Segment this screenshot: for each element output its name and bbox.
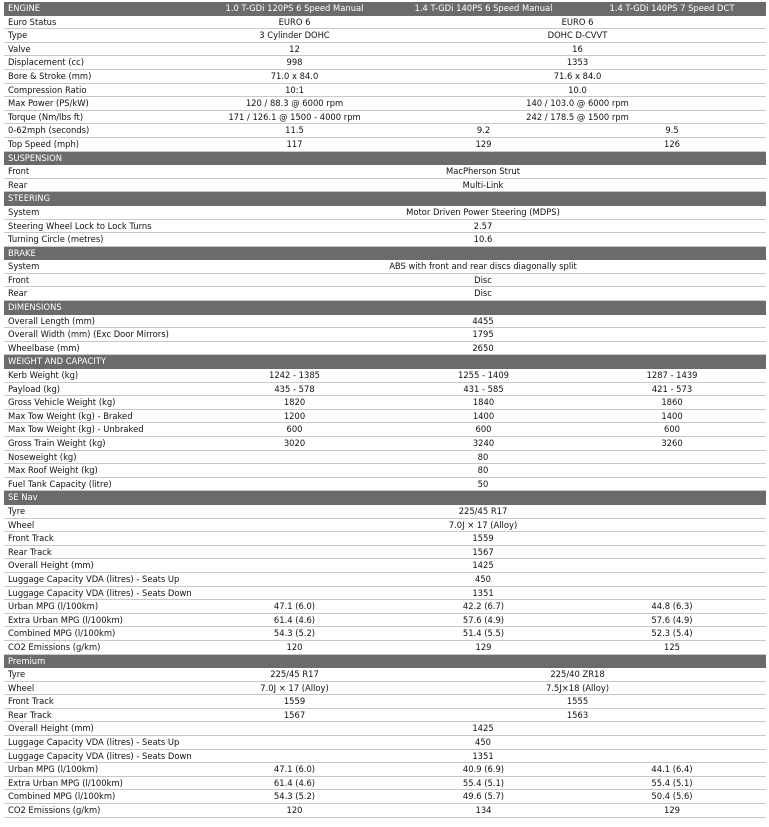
spec-row [4, 97, 766, 111]
spec-value: 129 [578, 804, 766, 818]
spec-label: 0-62mph (seconds) [4, 124, 200, 138]
spec-value: 171 / 126.1 @ 1500 - 4000 rpm [200, 110, 389, 124]
spec-label: Displacement (cc) [4, 56, 200, 70]
section-header-row [4, 654, 766, 668]
spec-value: 125 [578, 640, 766, 654]
spec-table [4, 2, 766, 818]
spec-row [4, 396, 766, 410]
spec-value: 80 [200, 450, 766, 464]
spec-label: Wheelbase (mm) [4, 341, 200, 355]
spec-value: 450 [200, 736, 766, 750]
spec-row [4, 124, 766, 138]
spec-label: Rear Track [4, 708, 200, 722]
spec-value: 1255 - 1409 [389, 369, 578, 383]
column-header: 1.4 T-GDi 140PS 6 Speed Manual [389, 2, 578, 15]
spec-row [4, 722, 766, 736]
spec-value: 7.0J × 17 (Alloy) [200, 518, 766, 532]
column-header [200, 246, 766, 260]
spec-label: Type [4, 29, 200, 43]
spec-value: 49.6 (5.7) [389, 790, 578, 804]
spec-row [4, 273, 766, 287]
spec-value: 3 Cylinder DOHC [200, 29, 389, 43]
section-header-row [4, 355, 766, 369]
spec-label: Steering Wheel Lock to Lock Turns [4, 219, 200, 233]
spec-label: Payload (kg) [4, 382, 200, 396]
spec-value: 600 [578, 423, 766, 437]
section-title: SE Nav [4, 491, 200, 505]
spec-value: 1425 [200, 559, 766, 573]
spec-value: ABS with front and rear discs diagonally split [200, 260, 766, 274]
spec-value: 1563 [389, 708, 766, 722]
spec-value: 1860 [578, 396, 766, 410]
column-header [200, 355, 766, 369]
spec-row [4, 804, 766, 818]
spec-label: Noseweight (kg) [4, 450, 200, 464]
spec-row [4, 572, 766, 586]
spec-value: 50.4 (5.6) [578, 790, 766, 804]
spec-row [4, 165, 766, 179]
spec-row [4, 640, 766, 654]
spec-value: 1567 [200, 545, 766, 559]
spec-row [4, 559, 766, 573]
spec-row [4, 341, 766, 355]
spec-value: 1400 [389, 409, 578, 423]
spec-label: Max Roof Weight (kg) [4, 464, 200, 478]
spec-row [4, 776, 766, 790]
spec-value: 1559 [200, 695, 389, 709]
spec-row [4, 233, 766, 247]
spec-value: 1840 [389, 396, 578, 410]
spec-row [4, 260, 766, 274]
spec-label: Extra Urban MPG (l/100km) [4, 613, 200, 627]
spec-value: 1425 [200, 722, 766, 736]
spec-value: 80 [200, 464, 766, 478]
spec-value: 40.9 (6.9) [389, 763, 578, 777]
spec-value: 2650 [200, 341, 766, 355]
spec-label: Luggage Capacity VDA (litres) - Seats Down [4, 586, 200, 600]
spec-value: 50 [200, 477, 766, 491]
spec-label: Max Tow Weight (kg) - Unbraked [4, 423, 200, 437]
spec-row [4, 586, 766, 600]
spec-label: Fuel Tank Capacity (litre) [4, 477, 200, 491]
spec-row [4, 314, 766, 328]
spec-row [4, 545, 766, 559]
spec-value: 57.6 (4.9) [389, 613, 578, 627]
spec-value: 140 / 103.0 @ 6000 rpm [389, 97, 766, 111]
spec-label: Turning Circle (metres) [4, 233, 200, 247]
spec-label: Compression Ratio [4, 83, 200, 97]
spec-label: Front [4, 165, 200, 179]
spec-value: 120 [200, 804, 389, 818]
spec-value: 421 - 573 [578, 382, 766, 396]
spec-value: 44.1 (6.4) [578, 763, 766, 777]
spec-value: 120 / 88.3 @ 6000 rpm [200, 97, 389, 111]
spec-label: Overall Height (mm) [4, 722, 200, 736]
spec-value: 998 [200, 56, 389, 70]
spec-value: 120 [200, 640, 389, 654]
section-header-row [4, 491, 766, 505]
spec-row [4, 477, 766, 491]
spec-label: Max Power (PS/kW) [4, 97, 200, 111]
spec-label: CO2 Emissions (g/km) [4, 804, 200, 818]
section-header-row [4, 192, 766, 206]
spec-value: 10:1 [200, 83, 389, 97]
spec-row [4, 56, 766, 70]
spec-value: 9.5 [578, 124, 766, 138]
spec-table-body [4, 2, 766, 817]
spec-row [4, 790, 766, 804]
spec-value: 1795 [200, 328, 766, 342]
spec-label: System [4, 260, 200, 274]
spec-label: Kerb Weight (kg) [4, 369, 200, 383]
spec-value: 1242 - 1385 [200, 369, 389, 383]
spec-value: 12 [200, 42, 389, 56]
spec-row [4, 437, 766, 451]
spec-label: Wheel [4, 518, 200, 532]
spec-value: 600 [200, 423, 389, 437]
section-header-row [4, 301, 766, 315]
spec-value: 1353 [389, 56, 766, 70]
spec-label: Gross Vehicle Weight (kg) [4, 396, 200, 410]
spec-value: 52.3 (5.4) [578, 627, 766, 641]
spec-value: 435 - 578 [200, 382, 389, 396]
spec-row [4, 695, 766, 709]
spec-value: Multi-Link [200, 178, 766, 192]
spec-label: Valve [4, 42, 200, 56]
spec-value: 71.0 x 84.0 [200, 69, 389, 83]
spec-label: Combined MPG (l/100km) [4, 627, 200, 641]
spec-value: 44.8 (6.3) [578, 600, 766, 614]
spec-row [4, 736, 766, 750]
spec-label: Luggage Capacity VDA (litres) - Seats Up [4, 736, 200, 750]
spec-value: 450 [200, 572, 766, 586]
spec-value: 1400 [578, 409, 766, 423]
spec-value: 47.1 (6.0) [200, 600, 389, 614]
spec-row [4, 29, 766, 43]
spec-label: Extra Urban MPG (l/100km) [4, 776, 200, 790]
spec-row [4, 205, 766, 219]
spec-value: Disc [200, 273, 766, 287]
spec-value: 57.6 (4.9) [578, 613, 766, 627]
spec-value: 126 [578, 137, 766, 151]
spec-value: 10.6 [200, 233, 766, 247]
spec-value: 3240 [389, 437, 578, 451]
spec-value: 55.4 (5.1) [389, 776, 578, 790]
spec-row [4, 369, 766, 383]
spec-label: Overall Height (mm) [4, 559, 200, 573]
spec-value: 51.4 (5.5) [389, 627, 578, 641]
spec-value: 1351 [200, 749, 766, 763]
spec-value: 1351 [200, 586, 766, 600]
spec-label: Tyre [4, 504, 200, 518]
section-title: STEERING [4, 192, 200, 206]
spec-row [4, 627, 766, 641]
spec-row [4, 749, 766, 763]
spec-label: Luggage Capacity VDA (litres) - Seats Down [4, 749, 200, 763]
spec-row [4, 532, 766, 546]
spec-value: 1567 [200, 708, 389, 722]
spec-value: 134 [389, 804, 578, 818]
spec-label: Torque (Nm/lbs ft) [4, 110, 200, 124]
column-header [200, 491, 766, 505]
section-header-row [4, 2, 766, 15]
spec-value: 1559 [200, 532, 766, 546]
spec-row [4, 450, 766, 464]
spec-value: 3260 [578, 437, 766, 451]
column-header [200, 654, 766, 668]
spec-value: 71.6 x 84.0 [389, 69, 766, 83]
spec-label: Overall Length (mm) [4, 314, 200, 328]
section-title: SUSPENSION [4, 151, 200, 165]
section-title: BRAKE [4, 246, 200, 260]
section-title: ENGINE [4, 2, 200, 15]
column-header [200, 151, 766, 165]
spec-row [4, 287, 766, 301]
spec-value: 16 [389, 42, 766, 56]
spec-value: 3020 [200, 437, 389, 451]
spec-row [4, 110, 766, 124]
spec-row [4, 83, 766, 97]
spec-label: Front [4, 273, 200, 287]
spec-value: 1820 [200, 396, 389, 410]
spec-row [4, 137, 766, 151]
section-title: Premium [4, 654, 200, 668]
spec-row [4, 69, 766, 83]
spec-value: 47.1 (6.0) [200, 763, 389, 777]
spec-row [4, 409, 766, 423]
spec-value: 431 - 585 [389, 382, 578, 396]
spec-value: 1287 - 1439 [578, 369, 766, 383]
spec-value: 61.4 (4.6) [200, 776, 389, 790]
spec-row [4, 763, 766, 777]
spec-value: 7.5J×18 (Alloy) [389, 681, 766, 695]
spec-label: Rear [4, 287, 200, 301]
column-header: 1.0 T-GDi 120PS 6 Speed Manual [200, 2, 389, 15]
spec-value: 55.4 (5.1) [578, 776, 766, 790]
spec-value: MacPherson Strut [200, 165, 766, 179]
spec-row [4, 708, 766, 722]
spec-label: Combined MPG (l/100km) [4, 790, 200, 804]
spec-label: Urban MPG (l/100km) [4, 600, 200, 614]
spec-label: Rear Track [4, 545, 200, 559]
column-header [200, 301, 766, 315]
spec-label: Luggage Capacity VDA (litres) - Seats Up [4, 572, 200, 586]
spec-label: Wheel [4, 681, 200, 695]
spec-value: 54.3 (5.2) [200, 627, 389, 641]
spec-value: EURO 6 [200, 15, 389, 29]
spec-value: 225/45 R17 [200, 668, 389, 682]
spec-value: 42.2 (6.7) [389, 600, 578, 614]
spec-label: Front Track [4, 532, 200, 546]
spec-row [4, 219, 766, 233]
spec-value: 600 [389, 423, 578, 437]
spec-label: CO2 Emissions (g/km) [4, 640, 200, 654]
section-header-row [4, 246, 766, 260]
spec-label: Gross Train Weight (kg) [4, 437, 200, 451]
spec-value: 129 [389, 640, 578, 654]
spec-row [4, 42, 766, 56]
spec-label: Euro Status [4, 15, 200, 29]
section-title: DIMENSIONS [4, 301, 200, 315]
spec-value: Disc [200, 287, 766, 301]
spec-value: 1555 [389, 695, 766, 709]
section-title: WEIGHT AND CAPACITY [4, 355, 200, 369]
spec-row [4, 613, 766, 627]
spec-value: 1200 [200, 409, 389, 423]
spec-row [4, 178, 766, 192]
spec-value: 61.4 (4.6) [200, 613, 389, 627]
spec-value: EURO 6 [389, 15, 766, 29]
spec-row [4, 681, 766, 695]
spec-value: 2.57 [200, 219, 766, 233]
spec-row [4, 328, 766, 342]
spec-value: 117 [200, 137, 389, 151]
spec-row [4, 504, 766, 518]
spec-value: 54.3 (5.2) [200, 790, 389, 804]
spec-label: System [4, 205, 200, 219]
spec-row [4, 668, 766, 682]
spec-label: Tyre [4, 668, 200, 682]
spec-row [4, 382, 766, 396]
spec-row [4, 518, 766, 532]
column-header [200, 192, 766, 206]
spec-label: Overall Width (mm) (Exc Door Mirrors) [4, 328, 200, 342]
spec-value: 10.0 [389, 83, 766, 97]
spec-value: 11.5 [200, 124, 389, 138]
spec-label: Rear [4, 178, 200, 192]
spec-row [4, 15, 766, 29]
spec-label: Bore & Stroke (mm) [4, 69, 200, 83]
spec-value: 129 [389, 137, 578, 151]
spec-value: Motor Driven Power Steering (MDPS) [200, 205, 766, 219]
section-header-row [4, 151, 766, 165]
spec-value: 9.2 [389, 124, 578, 138]
spec-row [4, 464, 766, 478]
spec-label: Max Tow Weight (kg) - Braked [4, 409, 200, 423]
spec-value: 225/40 ZR18 [389, 668, 766, 682]
spec-row [4, 600, 766, 614]
spec-row [4, 423, 766, 437]
column-header: 1.4 T-GDi 140PS 7 Speed DCT [578, 2, 766, 15]
spec-value: 242 / 178.5 @ 1500 rpm [389, 110, 766, 124]
spec-label: Urban MPG (l/100km) [4, 763, 200, 777]
spec-label: Top Speed (mph) [4, 137, 200, 151]
spec-label: Front Track [4, 695, 200, 709]
spec-value: DOHC D-CVVT [389, 29, 766, 43]
spec-value: 7.0J × 17 (Alloy) [200, 681, 389, 695]
spec-value: 4455 [200, 314, 766, 328]
spec-value: 225/45 R17 [200, 504, 766, 518]
